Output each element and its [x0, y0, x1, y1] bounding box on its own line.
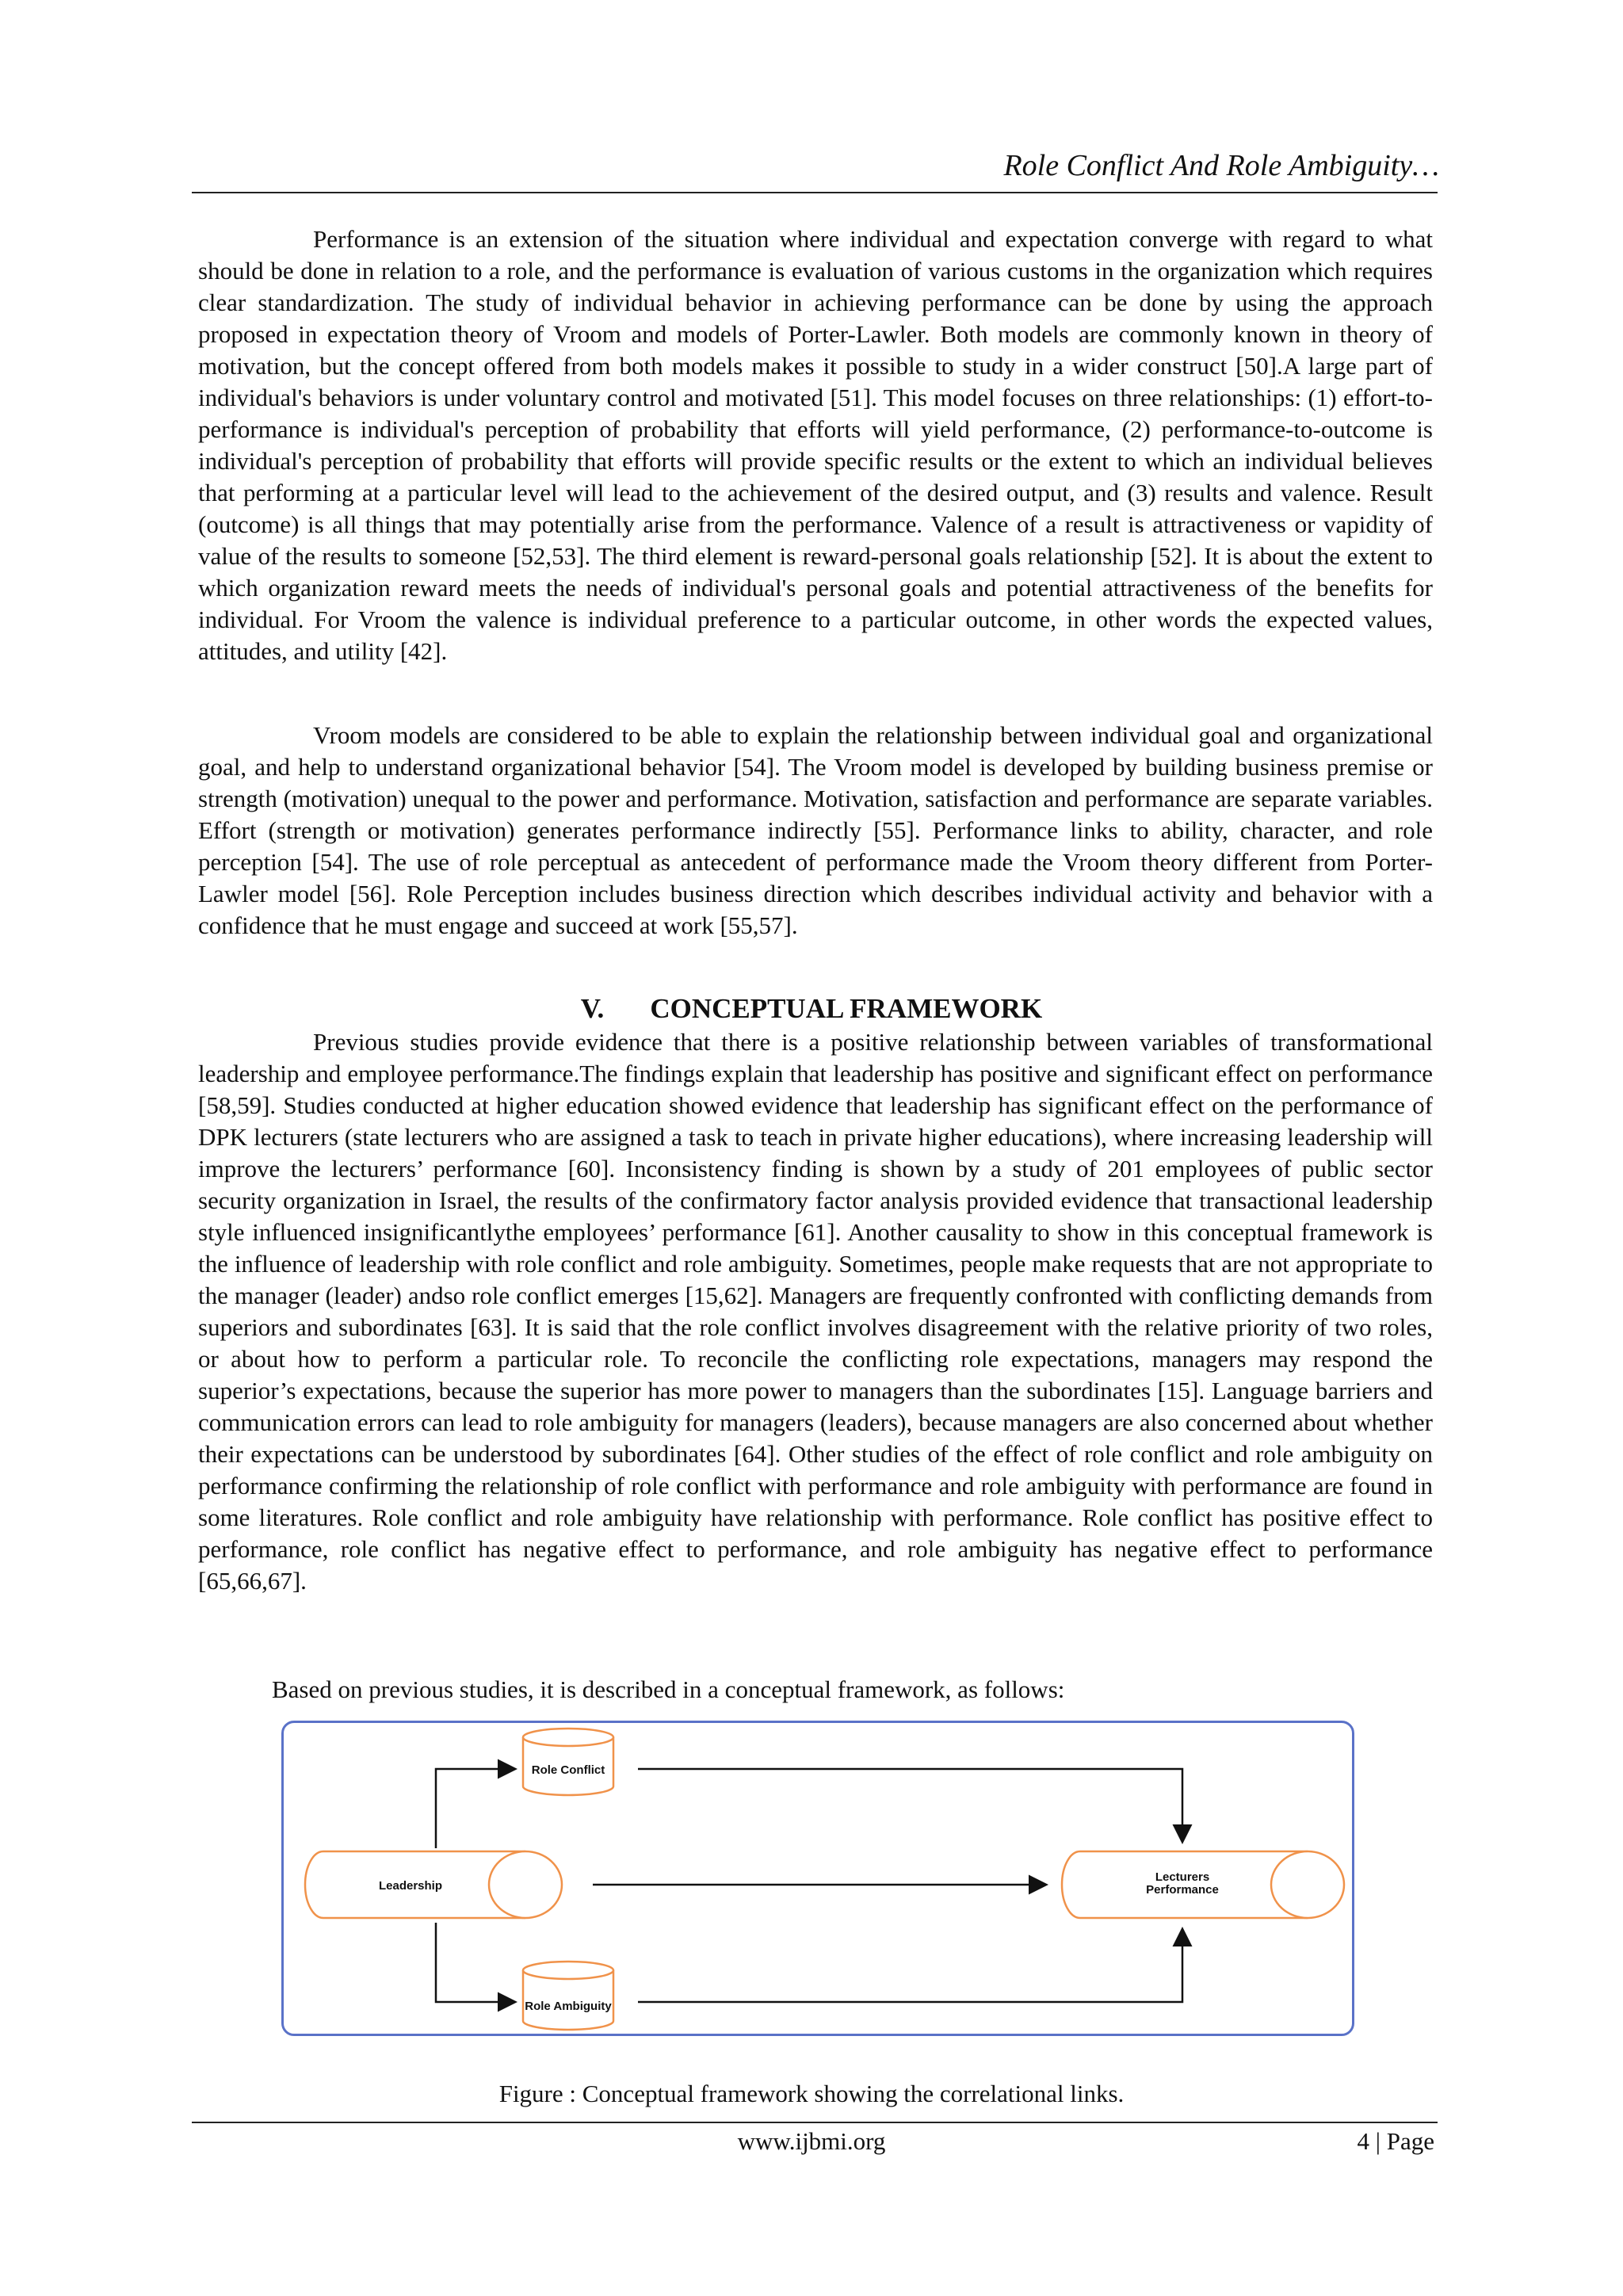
label-role-ambiguity: Role Ambiguity: [525, 2000, 612, 2013]
paragraph-framework: [198, 1026, 1433, 1597]
node-role-ambiguity: [523, 1962, 613, 2030]
footer-page-number: 4 | Page: [1357, 2127, 1434, 2155]
paragraph-text: Vroom models are considered to be able to explain the relationship between individual goal and organizational goal, and help to understand organizational behavior [54]. The Vroom model is developed by building business premise or strength (motivation) unequal to the power and performance. Motivation, satisfaction and performance are separate variables. Effort (strength or motivation) generates performance indirectly [55]. Performance links to ability, character, and role perception [54]. The use of role perceptual as antecedent of performance made the Vroom theory different from Porter-Lawler model [56]. Role Perception includes business direction which describes individual activity and behavior with a confidence that he must engage and succeed at work [55,57].: [198, 721, 1433, 939]
header-rule: [192, 192, 1438, 193]
section-number: V.: [580, 993, 605, 1024]
arrow-leadership-to-role-conflict: [436, 1769, 514, 1848]
label-role-conflict: Role Conflict: [531, 1763, 605, 1777]
arrow-role-conflict-to-performance: [638, 1769, 1182, 1840]
section-title: CONCEPTUAL FRAMEWORK: [650, 993, 1043, 1024]
node-role-conflict: [523, 1729, 613, 1795]
label-performance: Performance: [1146, 1883, 1219, 1897]
footer-rule: [192, 2122, 1438, 2123]
framework-diagram: [284, 1723, 1357, 2038]
label-lecturers: Lecturers: [1155, 1870, 1210, 1884]
arrow-role-ambiguity-to-performance: [638, 1931, 1182, 2002]
paragraph-performance: [198, 223, 1433, 667]
label-leadership: Leadership: [378, 1879, 443, 1893]
figure-caption: Figure : Conceptual framework showing the correlational links.: [498, 2080, 1125, 2107]
paragraph-vroom: [198, 720, 1433, 942]
paragraph-text: Previous studies provide evidence that there is a positive relationship between variables of transformational leadership and employee performance.The findings explain that leadership has positive and significant effect on performance [58,59]. Studies conducted at higher education showed evidence that leadership has significant effect on the performance of DPK lecturers (state lecturers who are assigned a task to teach in private higher educations), where increasing leadership will improve the lecturers’ performance [60]. Inconsistency finding is shown by a study of 201 employees of public sector security organization in Israel, the results of the confirmatory factor analysis provided evidence that transactional leadership style influenced insignificantlythe employees’ performance [61]. Another causality to show in this conceptual framework is the influence of leadership with role conflict and role ambiguity. Sometimes, people make requests that are not appropriate to the manager (leader) andso role conflict emerges [15,62]. Managers are frequently confronted with conflicting demands from superiors and subordinates [63]. It is said that the role conflict involves disagreement with the relative priority of two roles, or about how to perform a particular role. To reconcile the conflicting role expectations, managers may respond the superior’s expectations, because the superior has more power to managers than the subordinates [15]. Language barriers and communication errors can lead to role ambiguity for managers (leaders), because managers are also concerned about whether their expectations can be understood by subordinates [64]. Other studies of the effect of role conflict and role ambiguity on performance confirming the relationship of role conflict with performance and role ambiguity with performance are found in some literatures. Role conflict and role ambiguity have relationship with performance. Role conflict has positive effect to performance, role conflict has negative effect to performance, and role ambiguity has negative effect to performance [65,66,67].: [198, 1028, 1433, 1595]
running-title: Role Conflict And Role Ambiguity…: [1003, 149, 1439, 182]
section-heading: [0, 993, 1623, 1025]
footer-url: www.ijbmi.org: [737, 2127, 886, 2155]
conceptual-framework-figure: [281, 1721, 1354, 2036]
paragraph-text: Performance is an extension of the situation where individual and expectation converge with regard to what should be done in relation to a role, and the performance is evaluation of various customs in the organization which requires clear standardization. The study of individual behavior in achieving performance can be done by using the approach proposed in expectation theory of Vroom and models of Porter-Lawler. Both models are commonly known in theory of motivation, but the concept offered from both models makes it possible to study in a wider construct [50].A large part of individual's behaviors is under voluntary control and motivated [51]. This model focuses on three relationships: (1) effort-to-performance is individual's perception of probability that efforts will yield performance, (2) performance-to-outcome is individual's perception of probability that efforts will provide specific results or the extent to which an individual believes that performing at a particular level will lead to the achievement of the desired output, and (3) results and valence. Result (outcome) is all things that may potentially arise from the performance. Valence of a result is attractiveness or vapidity of value of the results to someone [52,53]. The third element is reward-personal goals relationship [52]. It is about the extent to which organization reward meets the needs of individual's personal goals and potential attractiveness of the benefits for individual. For Vroom the valence is individual preference to a particular outcome, in other words the expected values, attitudes, and utility [42].: [198, 225, 1433, 665]
arrow-leadership-to-role-ambiguity: [436, 1923, 514, 2002]
paragraph-intro-figure: Based on previous studies, it is described in a conceptual framework, as follows:: [272, 1675, 1065, 1703]
